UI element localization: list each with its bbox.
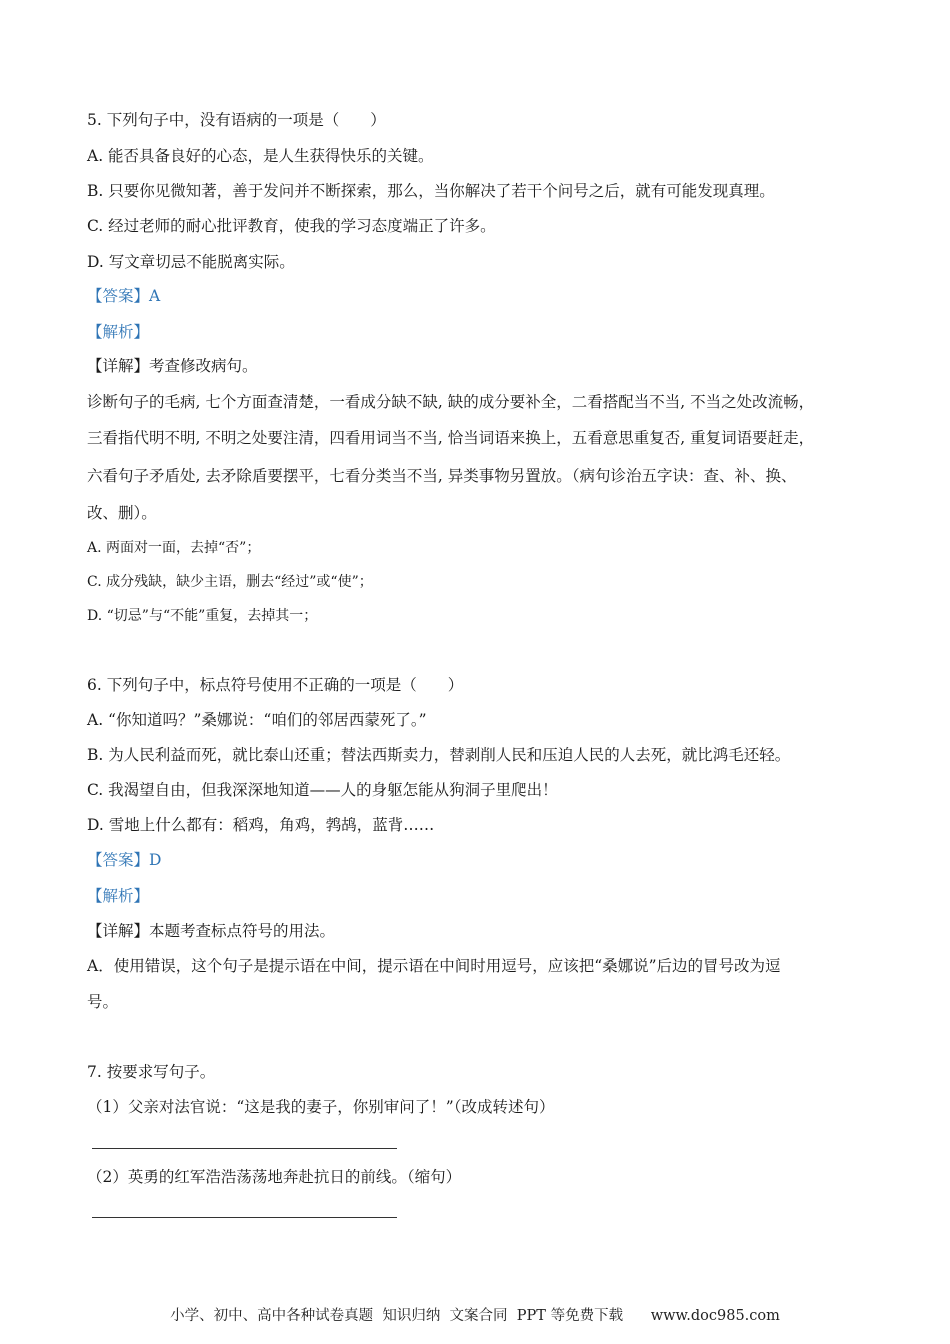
q7-item-2: （2）英勇的红军浩浩荡荡地奔赴抗日的前线。（缩句） (87, 1168, 462, 1186)
footer-url[interactable]: www.doc985.com (650, 1308, 780, 1324)
q6-option-c: C. 我渴望自由，但我深深地知道——人的身躯怎能从狗洞子里爬出！ (87, 781, 558, 799)
q7-answer-line-2[interactable] (92, 1217, 397, 1218)
q5-note-c: C. 成分残缺，缺少主语，删去“经过”或“使”； (87, 574, 373, 590)
q5-paragraph-line-1: 诊断句子的毛病, 七个方面查清楚，一看成分缺不缺, 缺的成分要补全，二看搭配当不当, 不当之处改流畅， (87, 393, 815, 411)
q6-stem: 6. 下列句子中，标点符号使用不正确的一项是（ ） (87, 676, 464, 694)
q6-option-b: B. 为人民利益而死，就比泰山还重；替法西斯卖力，替剥削人民和压迫人民的人去死，就比鸿毛还轻。 (87, 746, 791, 764)
q5-note-d: D. “切忌”与“不能”重复，去掉其一； (87, 608, 318, 624)
q5-detail: 【详解】考查修改病句。 (87, 357, 258, 375)
q5-option-a: A. 能否具备良好的心态，是人生获得快乐的关键。 (87, 147, 434, 165)
q6-detail: 【详解】本题考查标点符号的用法。 (87, 922, 336, 940)
q5-option-d: D. 写文章切忌不能脱离实际。 (87, 253, 295, 271)
q6-analysis-label: 【解析】 (87, 887, 150, 905)
q6-paragraph-line-2: 号。 (87, 993, 119, 1011)
page-footer (0, 1306, 950, 1326)
q6-paragraph-line-1: A．使用错误，这个句子是提示语在中间，提示语在中间时用逗号，应该把“桑娜说”后边的冒号改为逗 (87, 957, 781, 975)
footer-text: 小学、初中、高中各种试卷真题 知识归纳 文案合同 PPT 等免费下载 (170, 1308, 624, 1324)
q5-analysis-label: 【解析】 (87, 323, 150, 341)
q6-option-d: D. 雪地上什么都有：稻鸡，角鸡，鹁鸪，蓝背…… (87, 816, 435, 834)
q5-answer: 【答案】A (87, 287, 161, 305)
q6-answer: 【答案】D (87, 851, 162, 869)
q5-stem: 5. 下列句子中，没有语病的一项是（ ） (87, 111, 386, 129)
q5-paragraph-line-2: 三看指代明不明, 不明之处要注清，四看用词当不当, 恰当词语来换上，五看意思重复否, 重复词语要赶走， (87, 429, 815, 447)
q5-option-b: B. 只要你见微知著，善于发问并不断探索，那么，当你解决了若干个问号之后，就有可能发现真理。 (87, 182, 775, 200)
q7-item-1: （1）父亲对法官说：“这是我的妻子，你别审问了！”（改成转述句） (87, 1098, 555, 1116)
q5-option-c: C. 经过老师的耐心批评教育，使我的学习态度端正了许多。 (87, 217, 496, 235)
q5-paragraph-line-4: 改、删）。 (87, 504, 157, 522)
q7-answer-line-1[interactable] (92, 1148, 397, 1149)
q6-option-a: A. “你知道吗？”桑娜说：“咱们的邻居西蒙死了。” (87, 711, 427, 729)
q5-paragraph-line-3: 六看句子矛盾处, 去矛除盾要摆平，七看分类当不当, 异类事物另置放。（病句诊治五字诀：查、补、换、 (87, 467, 797, 485)
q7-stem: 7. 按要求写句子。 (87, 1063, 216, 1081)
q5-note-a: A. 两面对一面，去掉“否”； (87, 540, 261, 556)
